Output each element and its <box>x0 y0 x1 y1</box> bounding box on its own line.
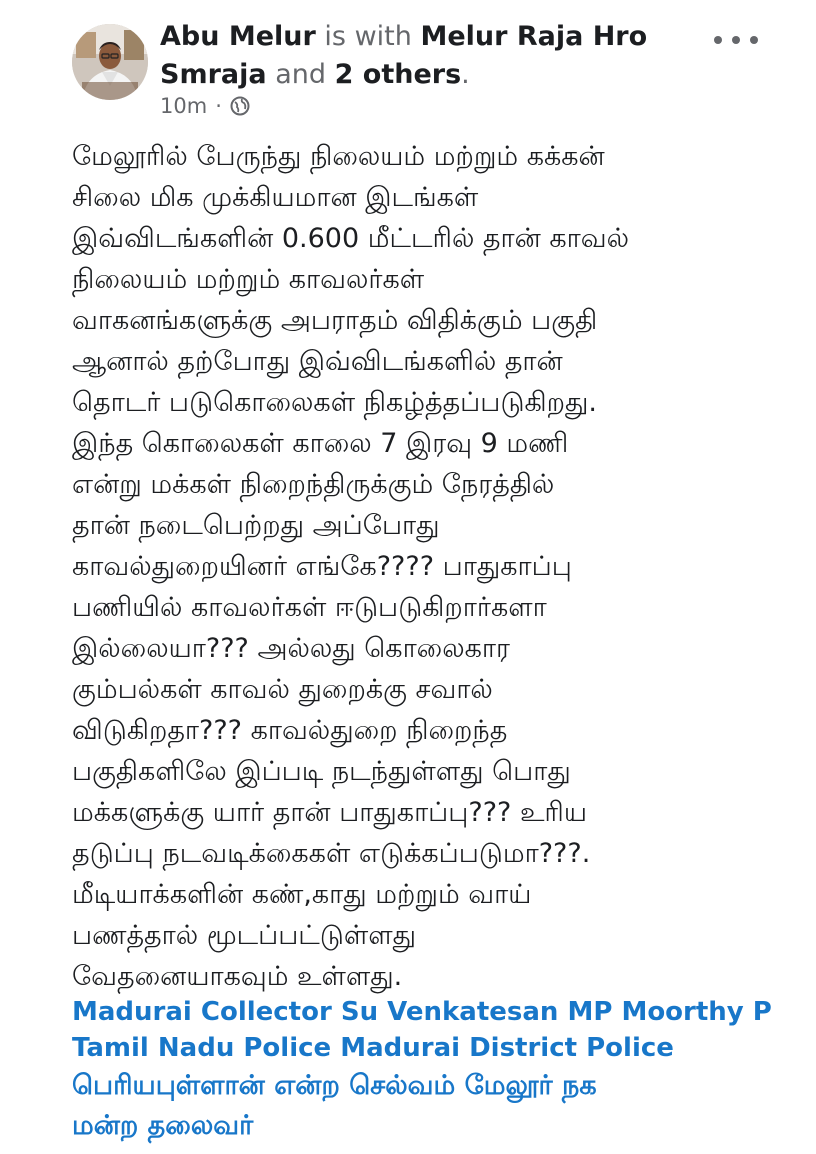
header-line-2 <box>160 56 720 94</box>
more-dot <box>714 36 722 44</box>
tag-link-line-4[interactable]: மன்ற தலைவர் <box>72 1110 254 1141</box>
body-line: மேலூரில் பேருந்து நிலையம் மற்றும் கக்கன் <box>72 141 605 172</box>
more-options-icon[interactable] <box>714 30 758 50</box>
avatar-photo <box>72 24 148 100</box>
body-line: மக்களுக்கு யார் தான் பாதுகாப்பு??? உரிய <box>72 797 588 828</box>
body-line: காவல்துறையினர் எங்கே???? பாதுகாப்பு <box>72 551 572 582</box>
others-link[interactable]: 2 others <box>334 59 462 90</box>
body-line: நிலையம் மற்றும் காவலர்கள் <box>72 264 425 295</box>
more-dot <box>732 36 740 44</box>
body-line: ஆனால் தற்போது இவ்விடங்களில் தான் <box>72 346 563 377</box>
body-line: இல்லையா??? அல்லது கொலைகார <box>72 633 510 664</box>
body-line: இவ்விடங்களின் 0.600 மீட்டரில் தான் காவல் <box>72 223 630 254</box>
globe-icon[interactable] <box>230 96 250 116</box>
post-header <box>160 18 720 94</box>
body-line: வேதனையாகவும் உள்ளது. <box>72 961 403 992</box>
tag-link-line-2[interactable]: Tamil Nadu Police Madurai District Police <box>72 1033 674 1063</box>
tagged-person-name-part2[interactable]: Smraja <box>160 59 267 90</box>
tagged-pages <box>72 994 782 1146</box>
header-period: . <box>461 59 470 90</box>
meta-separator: · <box>215 94 222 118</box>
body-line: பணத்தால் மூடப்பட்டுள்ளது <box>72 920 417 951</box>
body-line: வாகனங்களுக்கு அபராதம் விதிக்கும் பகுதி <box>72 305 598 336</box>
more-dot <box>750 36 758 44</box>
header-line-1 <box>160 18 720 56</box>
body-line: கும்பல்கள் காவல் துறைக்கு சவால் <box>72 674 493 705</box>
body-line: மீடியாக்களின் கண்,காது மற்றும் வாய் <box>72 879 532 910</box>
author-avatar[interactable] <box>72 24 148 100</box>
with-text: is with <box>324 21 412 52</box>
body-line: தான் நடைபெற்றது அப்போது <box>72 510 440 541</box>
author-name[interactable]: Abu Melur <box>160 21 316 52</box>
body-line: தடுப்பு நடவடிக்கைகள் எடுக்கப்படுமா???. <box>72 838 591 869</box>
body-line: என்று மக்கள் நிறைந்திருக்கும் நேரத்தில் <box>72 469 555 500</box>
body-line: பகுதிகளிலே இப்படி நடந்துள்ளது பொது <box>72 756 571 787</box>
tagged-person-name-part1[interactable]: Melur Raja Hro <box>420 21 648 52</box>
tag-link-line-1[interactable]: Madurai Collector Su Venkatesan MP Moorthy P <box>72 997 772 1027</box>
post-meta <box>160 94 250 118</box>
and-text: and <box>275 59 326 90</box>
body-line: விடுகிறதா??? காவல்துறை நிறைந்த <box>72 715 508 746</box>
tag-link-line-3[interactable]: பெரியபுள்ளான் என்ற செல்வம் மேலூர் நக <box>72 1070 597 1101</box>
body-line: இந்த கொலைகள் காலை 7 இரவு 9 மணி <box>72 428 569 459</box>
body-line: தொடர் படுகொலைகள் நிகழ்த்தப்படுகிறது. <box>72 387 597 418</box>
body-line: சிலை மிக முக்கியமான இடங்கள் <box>72 182 479 213</box>
post-timestamp[interactable]: 10m <box>160 94 208 118</box>
body-line: பணியில் காவலர்கள் ஈடுபடுகிறார்களா <box>72 592 547 623</box>
post-body <box>72 136 782 997</box>
